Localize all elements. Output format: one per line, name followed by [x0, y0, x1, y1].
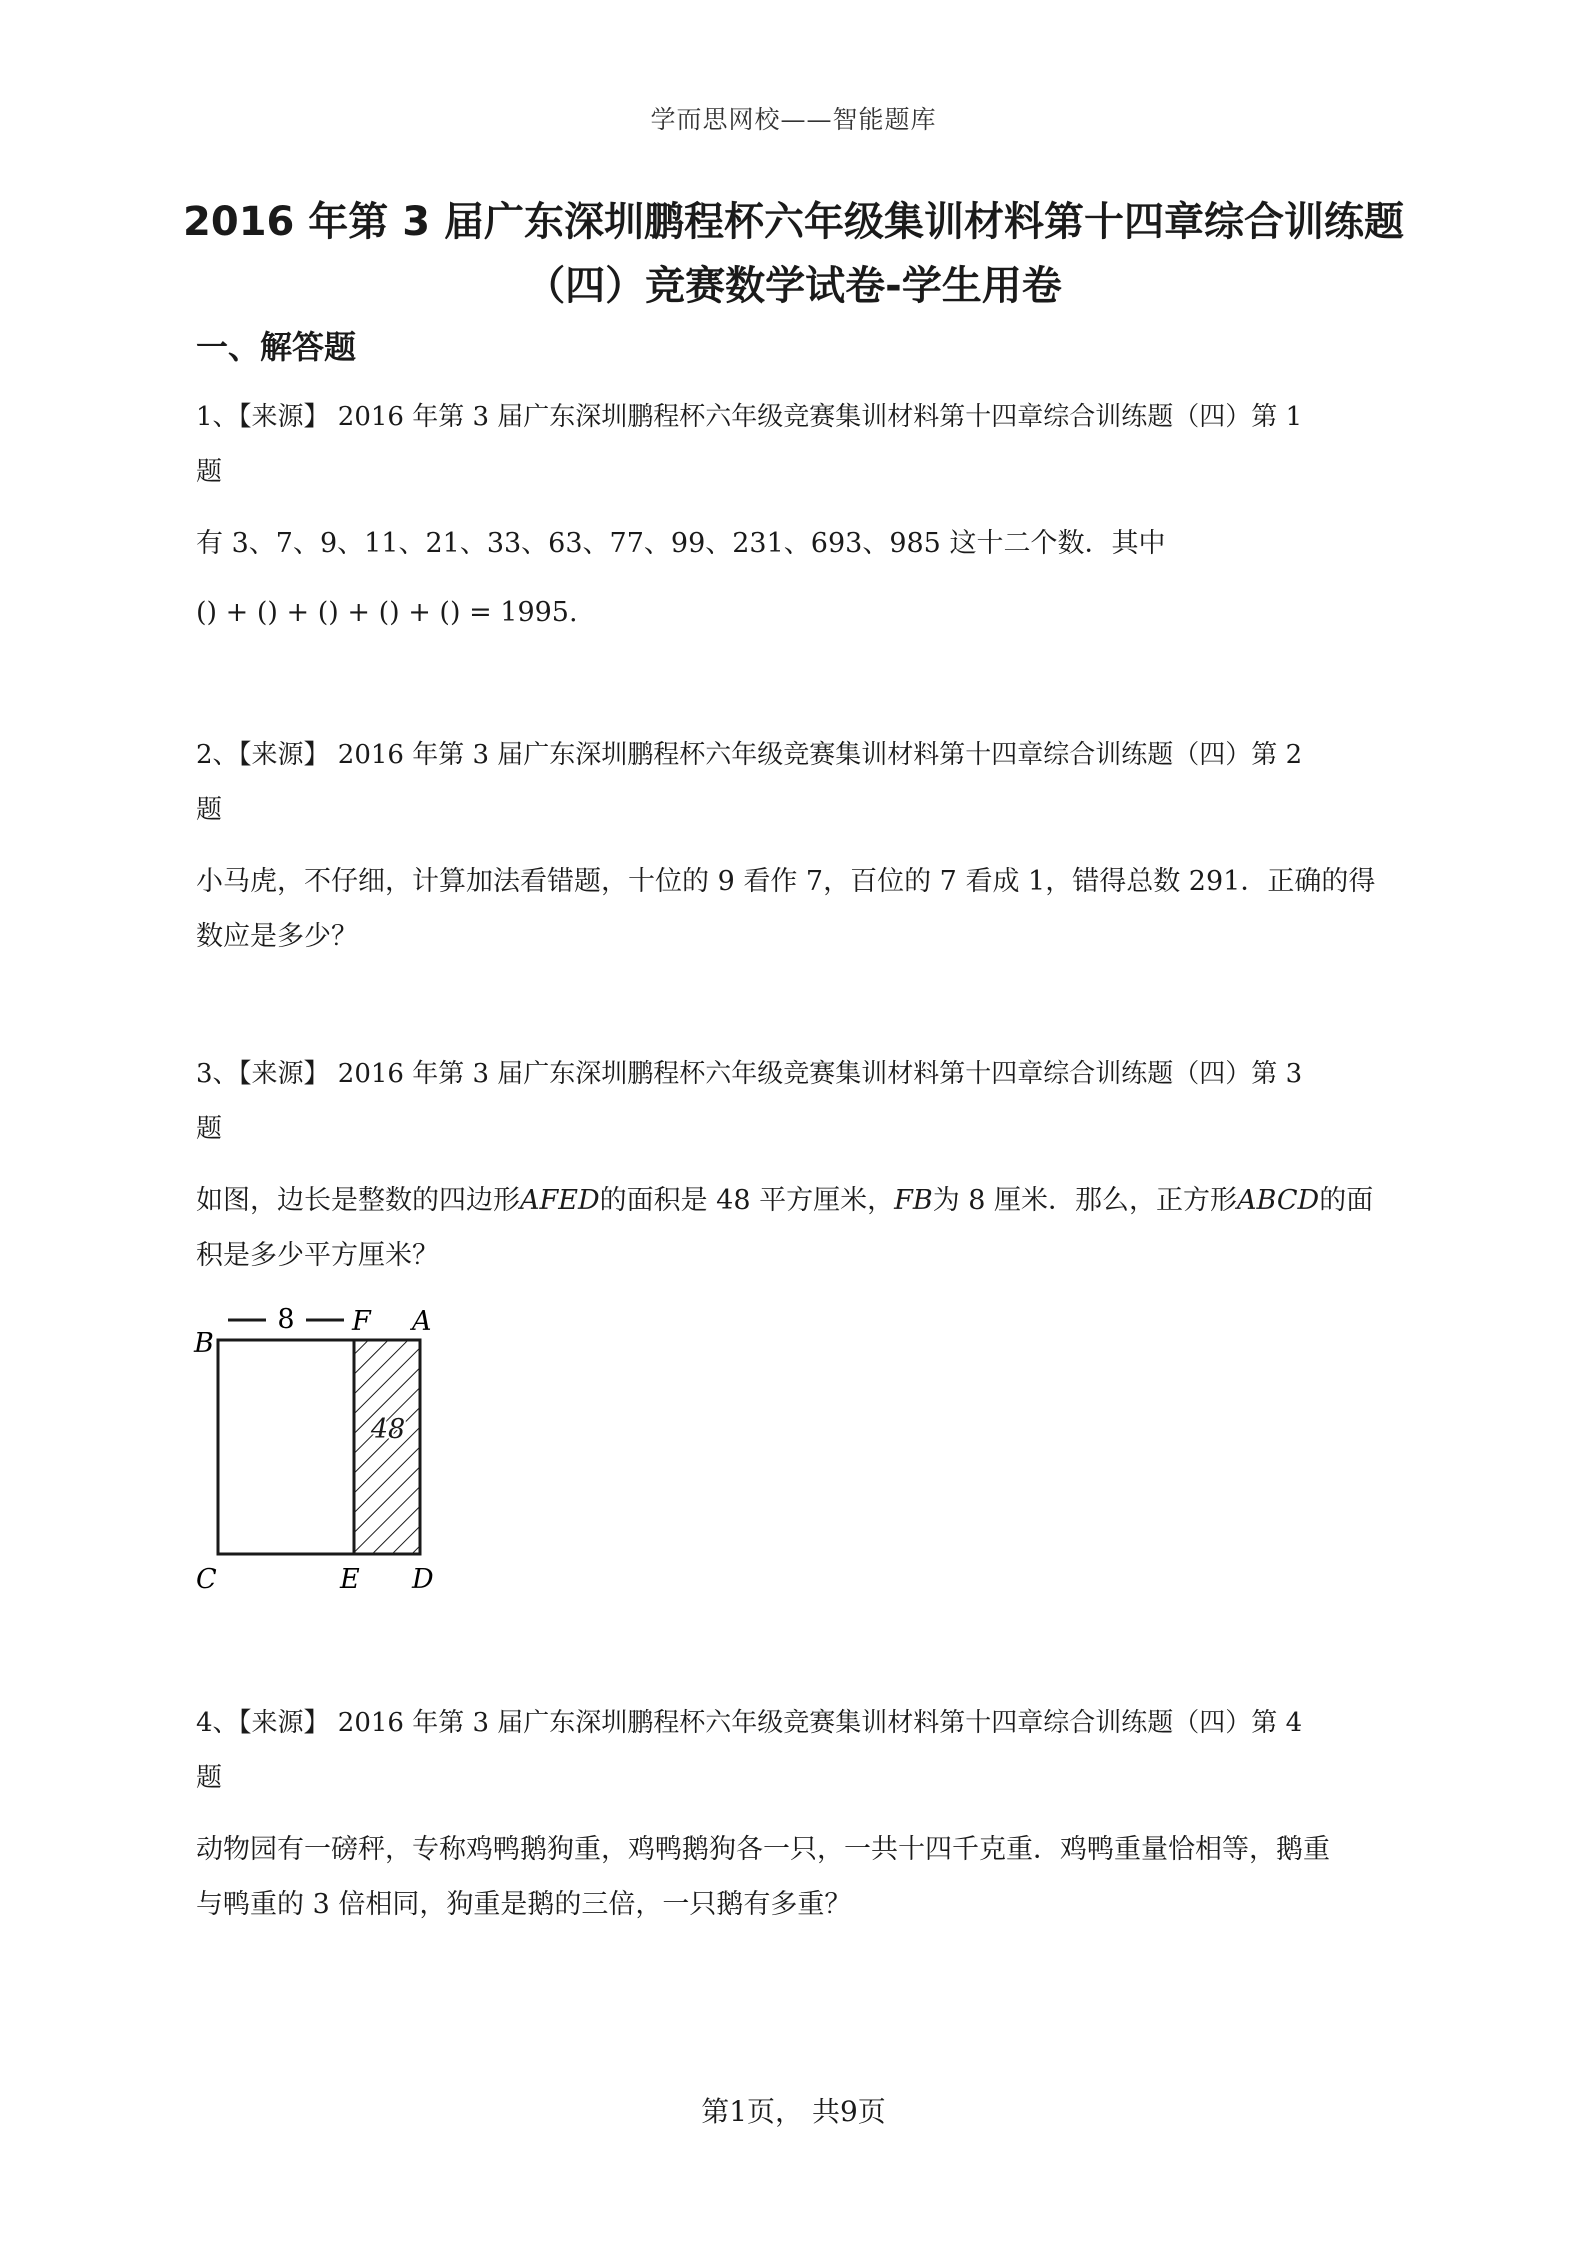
label-e: E — [340, 1564, 360, 1595]
question-source: 4、【来源】 2016 年第 3 届广东深圳鹏程杯六年级竞赛集训材料第十四章综合训练题（四）第 4 题 — [196, 1708, 1303, 1793]
page-footer: 第1页， 共9页 — [701, 2095, 886, 2128]
label-a: A — [412, 1306, 432, 1337]
question-2 — [196, 728, 1406, 964]
variable-fb: FB — [894, 1185, 933, 1216]
question-source: 2、【来源】 2016 年第 3 届广东深圳鹏程杯六年级竞赛集训材料第十四章综合训练题（四）第 2 题 — [196, 740, 1303, 825]
page-header: 学而思网校——智能题库 — [650, 105, 937, 134]
label-b: B — [194, 1328, 214, 1359]
document-title — [150, 190, 1437, 318]
label-8: 8 — [277, 1304, 295, 1335]
question-text: 动物园有一磅秤，专称鸡鸭鹅狗重，鸡鸭鹅狗各一只，一共十四千克重．鸡鸭重量恰相等，鹅重 与鸭重的 3 倍相同，狗重是鹅的三倍，一只鹅有多重？ — [196, 1834, 1330, 1920]
title-line-2: （四）竞赛数学试卷-学生用卷 — [525, 263, 1062, 309]
label-d: D — [412, 1564, 434, 1595]
variable-abcd: ABCD — [1237, 1185, 1320, 1216]
question-3 — [196, 1047, 1406, 1283]
section-heading: 一、解答题 — [196, 328, 357, 366]
label-f: F — [352, 1306, 371, 1337]
label-c: C — [196, 1564, 217, 1595]
question-text: 有 3、7、9、11、21、33、63、77、99、231、693、985 这十二个数．其中 — [196, 528, 1166, 559]
question-source: 1、【来源】 2016 年第 3 届广东深圳鹏程杯六年级竞赛集训材料第十四章综合训练题（四）第 1 题 — [196, 402, 1303, 487]
variable-afed: AFED — [520, 1185, 600, 1216]
label-48: 48 — [370, 1414, 406, 1445]
square-figure — [190, 1300, 460, 1600]
question-1 — [196, 390, 1406, 640]
hatched-region-afed — [354, 1340, 420, 1554]
question-4 — [196, 1696, 1406, 1932]
question-text: 小马虎，不仔细，计算加法看错题，十位的 9 看作 7，百位的 7 看成 1，错得总数 291．正确的得 数应是多少？ — [196, 866, 1376, 952]
question-source: 3、【来源】 2016 年第 3 届广东深圳鹏程杯六年级竞赛集训材料第十四章综合训练题（四）第 3 题 — [196, 1059, 1303, 1144]
question-formula: () + () + () + () + () = 1995. — [196, 597, 578, 628]
title-line-1: 2016 年第 3 届广东深圳鹏程杯六年级集训材料第十四章综合训练题 — [183, 199, 1404, 245]
question-text: 如图，边长是整数的四边形AFED的面积是 48 平方厘米，FB为 8 厘米．那么，正方形ABCD的面 积是多少平方厘米？ — [196, 1185, 1374, 1271]
